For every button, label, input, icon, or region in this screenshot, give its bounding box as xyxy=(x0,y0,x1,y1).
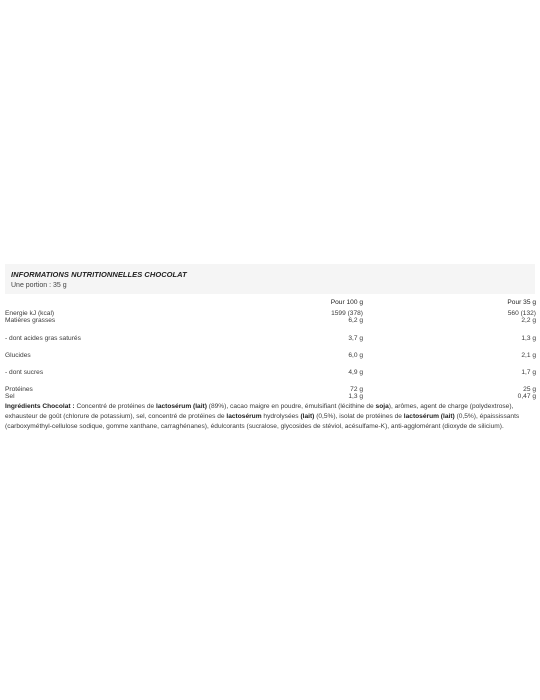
row-label: Matières grasses xyxy=(5,317,56,324)
nutrition-panel xyxy=(0,264,540,431)
column-header-label xyxy=(5,294,235,306)
row-label: Sel xyxy=(5,393,15,400)
ingredients-label: Ingrédients Chocolat : xyxy=(5,403,75,410)
table-row xyxy=(5,381,536,393)
row-value-per100: 6,0 g xyxy=(348,352,363,359)
row-value-per100: 6,2 g xyxy=(348,317,363,324)
row-value-per35: 25 g xyxy=(523,386,536,393)
row-label: Energie kJ (kcal) xyxy=(5,310,55,317)
row-value-per35: 1,3 g xyxy=(521,335,536,342)
nutrition-table xyxy=(5,294,536,402)
table-row xyxy=(5,365,536,381)
row-label: Protéines xyxy=(5,386,33,393)
row-value-per100: 72 g xyxy=(350,386,363,393)
row-value-per100: 1,3 g xyxy=(348,393,363,400)
row-value-per35: 1,7 g xyxy=(521,369,536,376)
row-label: - dont acides gras saturés xyxy=(5,335,81,342)
allergen: lactosérum (lait) xyxy=(156,403,207,410)
ingredients-part: Concentré de protéines de xyxy=(74,403,156,410)
table-row xyxy=(5,393,536,402)
table-header-row xyxy=(5,294,536,306)
ingredients-text xyxy=(5,402,534,431)
row-value-per35: 560 (132) xyxy=(507,310,536,317)
ingredients-part: (0,5%), isolat de protéines de xyxy=(314,412,404,420)
allergen: (lait) xyxy=(300,412,315,420)
row-value-per100: 3,7 g xyxy=(348,335,363,342)
ingredients-part: (0,5%), épaississants (carboxyméthyl-cellulose sodique, gomme xanthane, carraghénanes), édulcorants (sucralose, glycosides de stéviol, acésulfame-K), anti-agglomérant (dioxyde de silicium). xyxy=(5,412,520,430)
ingredients-part: (89%), cacao maigre en poudre, émulsifiant (lécithine de xyxy=(206,403,376,410)
portion-size: Une portion : 35 g xyxy=(11,282,67,289)
row-value-per35: 2,2 g xyxy=(521,317,536,324)
row-value-per100: 4,9 g xyxy=(348,369,363,376)
ingredients-part: ), arômes, agent de charge (polydextrose), exhausteur de goût (chlorure de potassium), sel, concentré de protéines de xyxy=(5,403,514,420)
row-label: - dont sucres xyxy=(5,369,44,376)
ingredients-part: hydrolysées xyxy=(261,412,301,420)
row-value-per35: 2,1 g xyxy=(521,352,536,359)
allergen: lactosérum xyxy=(226,412,262,420)
table-row xyxy=(5,306,536,317)
column-header-per100: Pour 100 g xyxy=(330,299,363,306)
table-row xyxy=(5,317,536,333)
table-row xyxy=(5,333,536,349)
nutrition-header xyxy=(5,264,535,294)
nutrition-title: INFORMATIONS NUTRITIONNELLES CHOCOLAT xyxy=(11,270,187,279)
allergen: lactosérum (lait) xyxy=(403,412,455,420)
row-value-per100: 1599 (378) xyxy=(331,310,363,317)
row-value-per35: 0,47 g xyxy=(517,393,536,400)
row-label: Glucides xyxy=(5,352,31,359)
table-row xyxy=(5,349,536,365)
column-header-per35: Pour 35 g xyxy=(507,299,536,306)
allergen: soja xyxy=(375,403,389,410)
